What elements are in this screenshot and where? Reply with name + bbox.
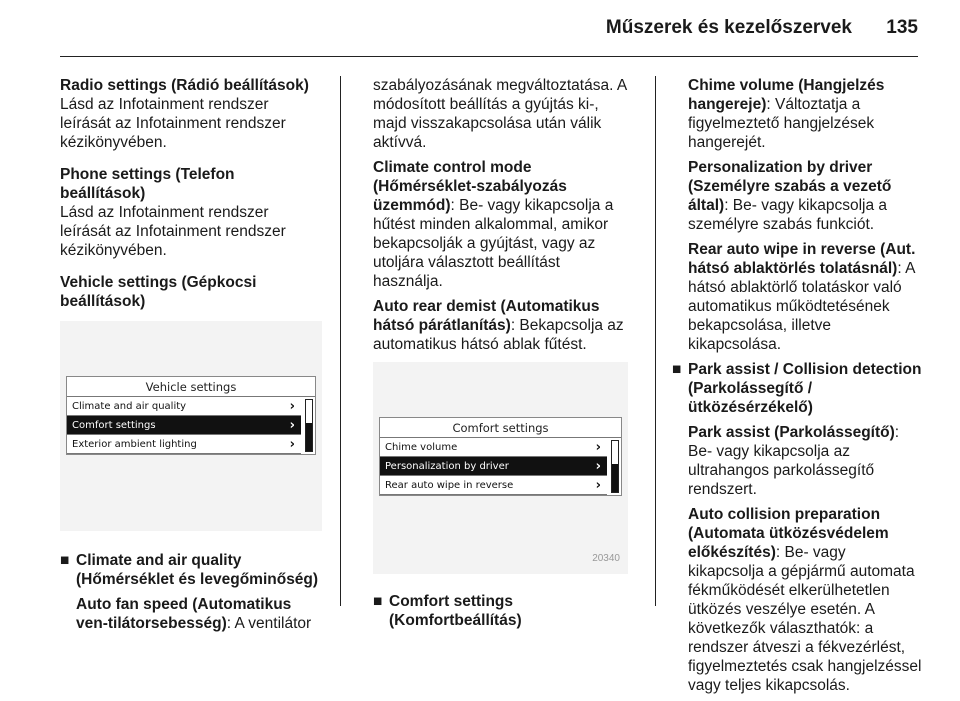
screen-title: Comfort settings: [380, 418, 621, 438]
phone-settings-text: Lásd az Infotainment rendszer leírását az Infotainment rendszer kézikönyvében.: [60, 204, 286, 259]
auto-fan-text: : A ventilátor: [226, 615, 312, 632]
column-2: [373, 76, 628, 643]
menu-item-rear-wipe: [380, 476, 607, 495]
climate-mode-section: [373, 158, 628, 291]
park-assist-bullet: [672, 360, 924, 695]
chime-section: [688, 76, 924, 152]
comfort-title: Comfort settings (Komfortbeállítás): [389, 593, 522, 629]
figure-number: 20340: [592, 553, 620, 564]
auto-fan-title: Auto fan speed (Automatikus ven-tilátorsebesség): [76, 596, 292, 632]
page-number: 135: [886, 17, 918, 38]
park-assist-title: Park assist (Parkolássegítő): [688, 424, 895, 441]
chevron-right-icon: ›: [595, 459, 601, 474]
personalization-title: Personalization by driver (Személyre szabás a vezető által): [688, 159, 892, 214]
scrollbar: [611, 440, 619, 493]
menu-item-label: Comfort settings: [72, 420, 156, 431]
phone-settings-section: [60, 165, 322, 260]
park-assist-heading: Park assist / Collision detection (Parkolássegítő / ütközésérzékelő): [688, 361, 922, 416]
collision-section: [688, 505, 924, 695]
menu-item-label: Climate and air quality: [72, 401, 187, 412]
header-divider: [60, 56, 918, 57]
comfort-settings-figure: [373, 362, 628, 574]
vehicle-settings-screen: [66, 376, 316, 455]
radio-settings-section: [60, 76, 322, 152]
chevron-right-icon: ›: [595, 478, 601, 493]
menu-item-label: Rear auto wipe in reverse: [385, 480, 514, 491]
park-assist-text: : Be- vagy kikapcsolja az ultrahangos parkolássegítő rendszert.: [688, 424, 900, 498]
menu-item-climate: [67, 397, 301, 416]
bullet-icon: ■: [373, 593, 383, 610]
collision-title: Auto collision preparation (Automata ütközésvédelem előkészítés): [688, 506, 889, 561]
rear-demist-text: : Bekapcsolja az automatikus hátsó ablak fűtést.: [373, 317, 624, 353]
scrollbar-thumb: [612, 464, 618, 492]
comfort-bullet: [373, 592, 628, 630]
menu-item-label: Exterior ambient lighting: [72, 439, 197, 450]
comfort-items: [672, 76, 924, 354]
phone-settings-title: Phone settings (Telefon beállítások): [60, 166, 235, 202]
menu-item-label: Personalization by driver: [385, 461, 509, 472]
menu-item-chime-volume: [380, 438, 607, 457]
rear-demist-section: [373, 297, 628, 354]
comfort-settings-screen: [379, 417, 622, 496]
page-header: [0, 0, 960, 60]
column-2-body: [373, 76, 628, 354]
climate-mode-text: : Be- vagy kikapcsolja a hűtést minden alkalommal, amikor bekapcsolják a gyújtást, vagy az utoljára választott beállítást használja.: [373, 197, 614, 290]
column-divider-2: [655, 76, 656, 606]
scrollbar-thumb: [306, 423, 312, 451]
chevron-right-icon: ›: [595, 440, 601, 455]
climate-bullet: [60, 551, 322, 633]
auto-fan-continued: szabályozásának megváltoztatása. A módosított beállítás a gyújtás ki-, majd visszakapcsolása után válik aktívvá.: [373, 77, 627, 151]
bullet-icon: ■: [672, 361, 682, 378]
chime-text: : Változtatja a figyelmeztető hangjelzések hangerejét.: [688, 96, 875, 151]
climate-title: Climate and air quality (Hőmérséklet és levegőminőség): [76, 552, 319, 588]
climate-mode-title: Climate control mode (Hőmérséklet-szabályozás üzemmód): [373, 159, 567, 214]
rear-wipe-section: [688, 240, 924, 354]
column-1: [60, 76, 322, 639]
park-assist-section: [688, 423, 924, 499]
personalization-section: [688, 158, 924, 234]
vehicle-settings-figure: [60, 321, 322, 531]
chime-title: Chime volume (Hangjelzés hangereje): [688, 77, 885, 113]
column-3: [672, 76, 924, 701]
menu-item-personalization: [380, 457, 607, 476]
radio-settings-text: Lásd az Infotainment rendszer leírását az Infotainment rendszer kézikönyvében.: [60, 96, 286, 151]
chevron-right-icon: ›: [289, 418, 295, 433]
radio-settings-title: Radio settings (Rádió beállítások): [60, 77, 309, 94]
scrollbar: [305, 399, 313, 452]
bullet-icon: ■: [60, 552, 70, 569]
menu-item-label: Chime volume: [385, 442, 458, 453]
menu-item-ambient-lighting: [67, 435, 301, 454]
auto-fan-section: [76, 595, 322, 633]
menu-item-comfort: [67, 416, 301, 435]
page-title: Műszerek és kezelőszervek: [605, 17, 852, 38]
chevron-right-icon: ›: [289, 399, 295, 414]
personalization-text: : Be- vagy kikapcsolja a személyre szabás funkciót.: [688, 197, 888, 233]
rear-demist-title: Auto rear demist (Automatikus hátsó párátlanítás): [373, 298, 600, 334]
screen-title: Vehicle settings: [67, 377, 315, 397]
column-divider-1: [340, 76, 341, 606]
vehicle-settings-title: Vehicle settings (Gépkocsi beállítások): [60, 274, 257, 310]
rear-wipe-title: Rear auto wipe in reverse (Aut. hátsó ablaktörlés tolatásnál): [688, 241, 916, 277]
collision-text: : Be- vagy kikapcsolja a gépjármű automata fékműködését elkerülhetetlen ütközés veszélye esetén. A következők választhatók: a rendszer átveszi a fékvezérlést, figyelmeztetés csak hangjelzéssel vagy teljes kikapcsolás.: [688, 544, 922, 694]
rear-wipe-text: : A hátsó ablaktörlő tolatáskor való automatikus működtetésének bekapcsolása, illetve kikapcsolása.: [688, 260, 915, 353]
chevron-right-icon: ›: [289, 437, 295, 452]
